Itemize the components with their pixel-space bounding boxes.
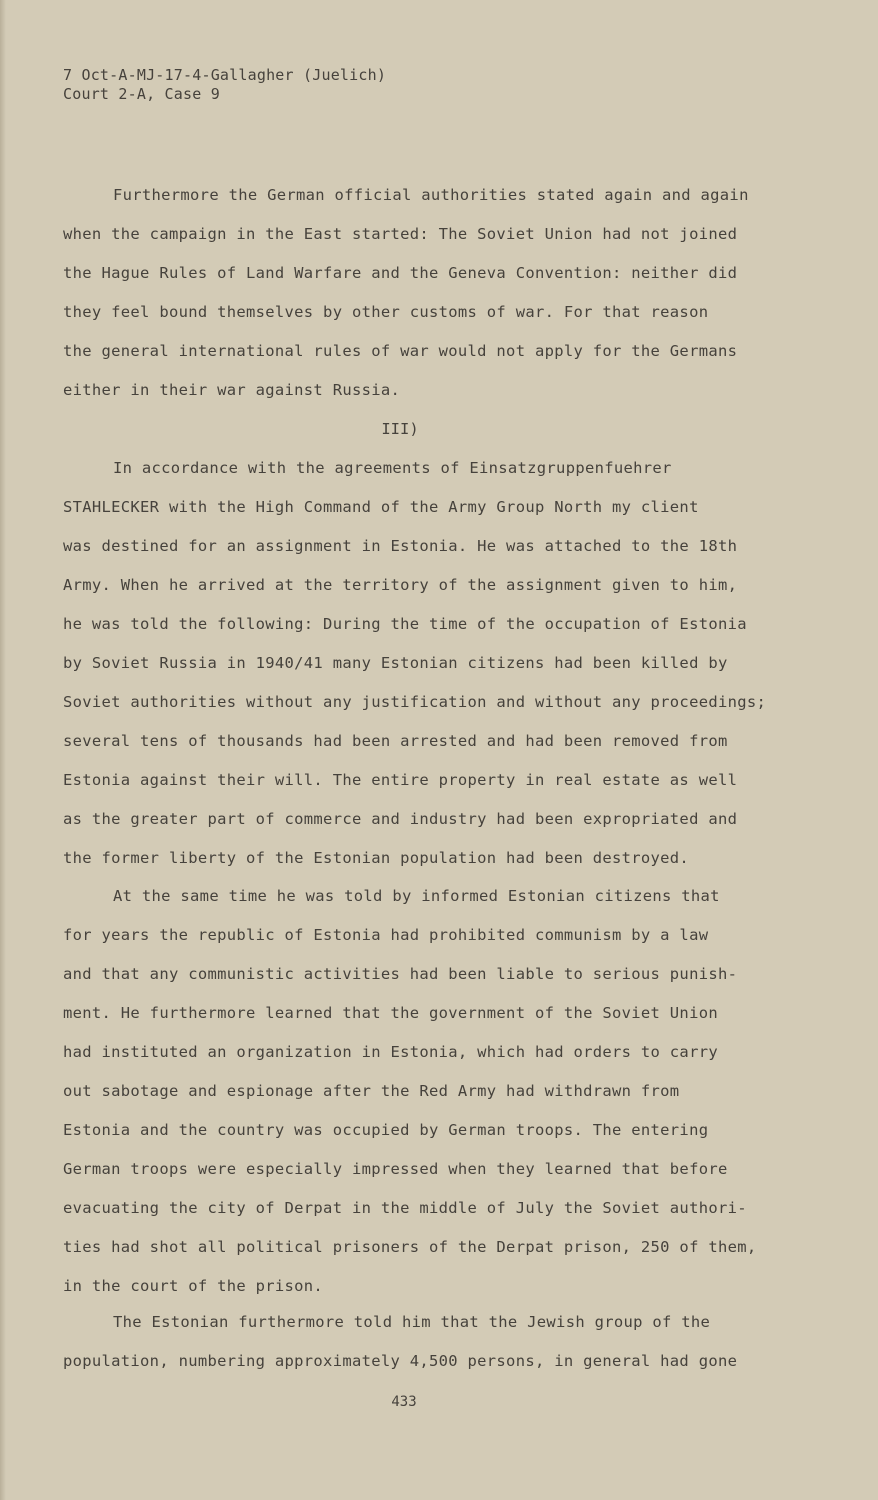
paragraph-1-line-6: either in their war against Russia. bbox=[63, 381, 401, 399]
paragraph-2-line-11: the former liberty of the Estonian population had been destroyed. bbox=[63, 849, 690, 867]
paragraph-2-line-7: Soviet authorities without any justification and without any proceedings; bbox=[63, 693, 767, 711]
paragraph-3-line-6: out sabotage and espionage after the Red Army had withdrawn from bbox=[63, 1082, 680, 1100]
paragraph-3-line-5: had instituted an organization in Estonia, which had orders to carry bbox=[63, 1043, 718, 1061]
paragraph-1-line-2: when the campaign in the East started: The Soviet Union had not joined bbox=[63, 225, 738, 243]
section-heading: III) bbox=[381, 420, 419, 438]
paragraph-3-line-7: Estonia and the country was occupied by German troops. The entering bbox=[63, 1121, 709, 1139]
document-header bbox=[63, 66, 386, 104]
page-number: 433 bbox=[391, 1394, 417, 1410]
paragraph-4-line-2: population, numbering approximately 4,500 persons, in general had gone bbox=[63, 1352, 738, 1370]
paragraph-3-line-9: evacuating the city of Derpat in the middle of July the Soviet authori- bbox=[63, 1199, 747, 1217]
paragraph-3-line-11: in the court of the prison. bbox=[63, 1277, 324, 1295]
page-edge bbox=[0, 0, 6, 1500]
paragraph-2-line-5: he was told the following: During the time of the occupation of Estonia bbox=[63, 615, 747, 633]
paragraph-3-line-1: At the same time he was told by informed Estonian citizens that bbox=[113, 887, 720, 905]
paragraph-2-line-3: was destined for an assignment in Estonia. He was attached to the 18th bbox=[63, 537, 738, 555]
paragraph-2-line-10: as the greater part of commerce and industry had been expropriated and bbox=[63, 810, 738, 828]
paragraph-2-line-1: In accordance with the agreements of Einsatzgruppenfuehrer bbox=[113, 459, 672, 477]
paragraph-3-line-8: German troops were especially impressed when they learned that before bbox=[63, 1160, 728, 1178]
paragraph-3-line-3: and that any communistic activities had been liable to serious punish- bbox=[63, 965, 738, 983]
paragraph-3-line-4: ment. He furthermore learned that the government of the Soviet Union bbox=[63, 1004, 718, 1022]
paragraph-3-line-2: for years the republic of Estonia had prohibited communism by a law bbox=[63, 926, 709, 944]
paragraph-2-line-8: several tens of thousands had been arrested and had been removed from bbox=[63, 732, 728, 750]
paragraph-1-line-4: they feel bound themselves by other customs of war. For that reason bbox=[63, 303, 709, 321]
paragraph-2-line-9: Estonia against their will. The entire property in real estate as well bbox=[63, 771, 738, 789]
paragraph-3-line-10: ties had shot all political prisoners of the Derpat prison, 250 of them, bbox=[63, 1238, 757, 1256]
paragraph-4-line-1: The Estonian furthermore told him that the Jewish group of the bbox=[113, 1313, 711, 1331]
paragraph-1-line-3: the Hague Rules of Land Warfare and the Geneva Convention: neither did bbox=[63, 264, 738, 282]
header-line-1: 7 Oct-A-MJ-17-4-Gallagher (Juelich) bbox=[63, 66, 387, 84]
paragraph-1-line-1: Furthermore the German official authorities stated again and again bbox=[113, 186, 749, 204]
paragraph-2-line-6: by Soviet Russia in 1940/41 many Estonian citizens had been killed by bbox=[63, 654, 728, 672]
paragraph-2-line-2: STAHLECKER with the High Command of the Army Group North my client bbox=[63, 498, 699, 516]
paragraph-1-line-5: the general international rules of war would not apply for the Germans bbox=[63, 342, 738, 360]
paragraph-2-line-4: Army. When he arrived at the territory of the assignment given to him, bbox=[63, 576, 738, 594]
header-line-2: Court 2-A, Case 9 bbox=[63, 85, 220, 103]
